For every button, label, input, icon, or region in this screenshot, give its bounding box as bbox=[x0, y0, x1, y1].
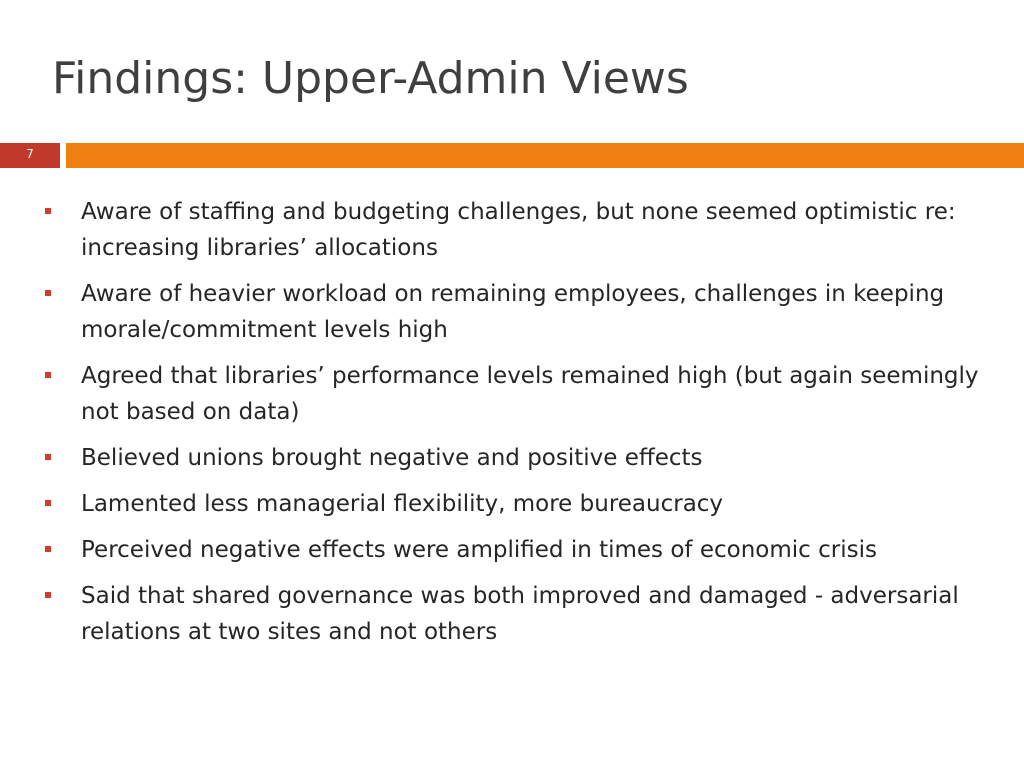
bullet-item bbox=[44, 358, 994, 430]
slide-title: Findings: Upper-Admin Views bbox=[52, 53, 689, 104]
bullet-item bbox=[44, 578, 994, 650]
square-bullet-icon bbox=[45, 500, 51, 506]
bullet-list bbox=[44, 194, 994, 660]
bullet-item bbox=[44, 276, 994, 348]
bullet-item bbox=[44, 440, 994, 476]
bullet-item bbox=[44, 486, 994, 522]
bullet-text: Said that shared governance was both improved and damaged - adversarial relations at two sites and not others bbox=[81, 583, 959, 645]
square-bullet-icon bbox=[45, 546, 51, 552]
square-bullet-icon bbox=[45, 454, 51, 460]
bullet-text: Believed unions brought negative and positive effects bbox=[81, 445, 703, 471]
bullet-item bbox=[44, 532, 994, 568]
bullet-item bbox=[44, 194, 994, 266]
square-bullet-icon bbox=[45, 208, 51, 214]
square-bullet-icon bbox=[45, 592, 51, 598]
bullet-text: Perceived negative effects were amplified in times of economic crisis bbox=[81, 537, 877, 563]
bullet-text: Aware of staffing and budgeting challenges, but none seemed optimistic re: increasing libraries’ allocations bbox=[81, 199, 956, 261]
bullet-text: Lamented less managerial flexibility, more bureaucracy bbox=[81, 491, 724, 517]
bullet-text: Aware of heavier workload on remaining employees, challenges in keeping morale/commitment levels high bbox=[81, 281, 945, 343]
square-bullet-icon bbox=[45, 290, 51, 296]
square-bullet-icon bbox=[45, 372, 51, 378]
slide-number-badge: 7 bbox=[0, 143, 60, 168]
bullet-text: Agreed that libraries’ performance levels remained high (but again seemingly not based on data) bbox=[81, 363, 979, 425]
title-accent-bar bbox=[66, 143, 1024, 168]
